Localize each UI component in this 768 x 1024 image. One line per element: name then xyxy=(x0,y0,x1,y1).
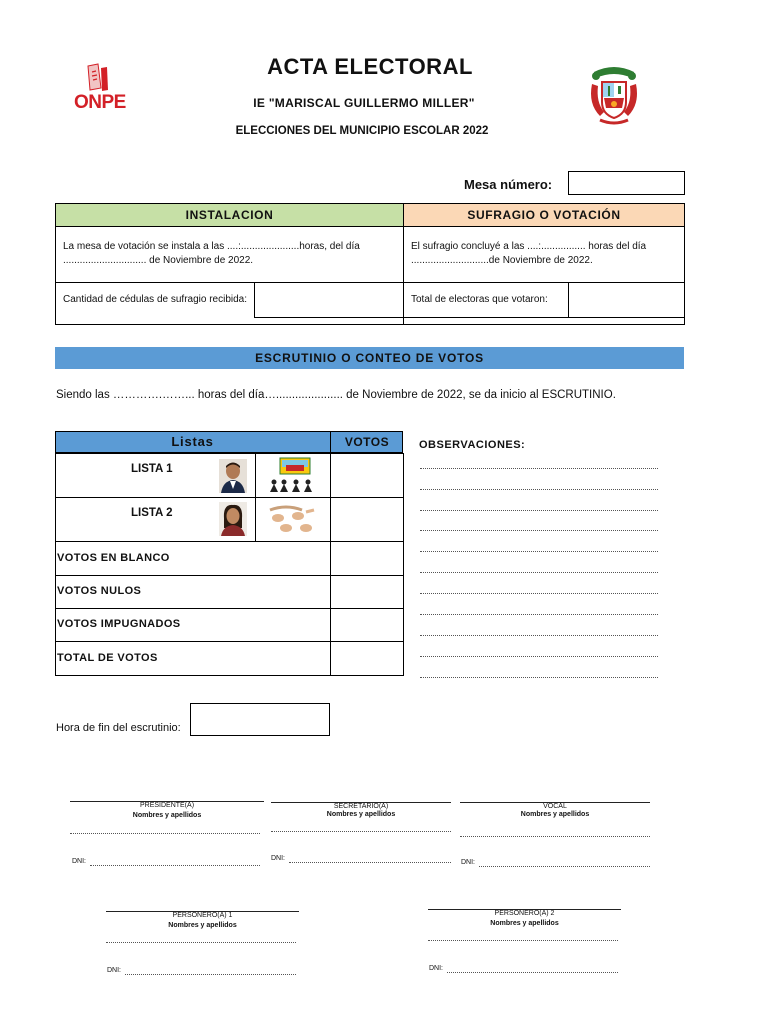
observation-line[interactable] xyxy=(420,551,658,552)
personero-2-dni-label: DNI: xyxy=(429,965,443,972)
personero-1-label: PERSONERO(A) 1 xyxy=(172,912,233,919)
election-subtitle: ELECCIONES DEL MUNICIPIO ESCOLAR 2022 xyxy=(235,125,489,137)
hora-fin-field[interactable] xyxy=(190,703,330,736)
escrutinio-sentence: Siendo las ………….……... horas del día…..................... de Noviembre de 2022, se da inicio al ESCRUTINIO. xyxy=(56,389,616,401)
lista-2-symbol-icon xyxy=(266,502,322,538)
vocal-dni-label: DNI: xyxy=(461,859,475,866)
listas-header: Listas xyxy=(171,434,214,449)
nulos-votes-field[interactable] xyxy=(331,576,403,608)
candidate-2-photo-icon xyxy=(219,502,247,536)
observation-line[interactable] xyxy=(420,656,658,657)
school-name: IE "MARISCAL GUILLERMO MILLER" xyxy=(253,96,475,110)
votos-blanco-label: VOTOS EN BLANCO xyxy=(57,552,170,564)
secretario-nombres-label: Nombres y apellidos xyxy=(326,811,396,818)
votaron-label: Total de electoras que votaron: xyxy=(411,294,548,305)
sufragio-title: SUFRAGIO O VOTACIÓN xyxy=(467,208,621,222)
onpe-logo-text: ONPE xyxy=(74,92,126,113)
instalacion-title: INSTALACION xyxy=(185,208,274,222)
presidente-nombres-label: Nombres y apellidos xyxy=(132,812,202,819)
lista-2-label: LISTA 2 xyxy=(131,507,173,519)
cedulas-label: Cantidad de cédulas de sufragio recibida: xyxy=(63,294,248,305)
symbol-column-divider xyxy=(255,453,256,542)
personero-1-dni-label: DNI: xyxy=(107,967,121,974)
lista-1-symbol-icon xyxy=(266,456,322,496)
observation-line[interactable] xyxy=(420,489,658,490)
votaron-field[interactable] xyxy=(568,282,685,318)
personero-2-nombres-label: Nombres y apellidos xyxy=(490,920,559,927)
observation-line[interactable] xyxy=(420,593,658,594)
observation-line[interactable] xyxy=(420,530,658,531)
vocal-dni-line[interactable] xyxy=(479,866,650,867)
lista-1-votes-field[interactable] xyxy=(331,454,403,497)
presidente-dni-line[interactable] xyxy=(90,865,260,866)
personero-1-name-line[interactable] xyxy=(106,942,296,943)
personero-2-name-line[interactable] xyxy=(428,940,618,941)
lista-2-votes-field[interactable] xyxy=(331,498,403,541)
presidente-name-line[interactable] xyxy=(70,833,260,834)
hora-fin-label: Hora de fin del escrutinio: xyxy=(56,722,181,734)
mesa-number-field[interactable] xyxy=(568,171,685,195)
cedulas-field[interactable] xyxy=(254,282,404,318)
blanco-votes-field[interactable] xyxy=(331,542,403,575)
total-votes-field[interactable] xyxy=(331,642,403,675)
votos-nulos-label: VOTOS NULOS xyxy=(57,585,142,597)
presidente-label: PRESIDENTE(A) xyxy=(139,802,195,809)
secretario-label: SECRETARIO(A) xyxy=(333,803,389,810)
personero-1-nombres-label: Nombres y apellidos xyxy=(168,922,237,929)
observation-line[interactable] xyxy=(420,468,658,469)
sufragio-text: El sufragio concluyé a las ....:................ horas del día ............................de Noviembre de 2022. xyxy=(411,241,647,266)
secretario-dni-line[interactable] xyxy=(289,862,451,863)
impugnados-votes-field[interactable] xyxy=(331,609,403,641)
mesa-label: Mesa número: xyxy=(464,177,553,192)
votos-impugnados-label: VOTOS IMPUGNADOS xyxy=(57,618,181,630)
lista-1-label: LISTA 1 xyxy=(131,463,173,475)
escrutinio-title: ESCRUTINIO O CONTEO DE VOTOS xyxy=(255,351,484,365)
vocal-name-line[interactable] xyxy=(460,836,650,837)
observation-line[interactable] xyxy=(420,635,658,636)
vocal-nombres-label: Nombres y apellidos xyxy=(520,811,590,818)
presidente-dni-label: DNI: xyxy=(72,858,86,865)
secretario-name-line[interactable] xyxy=(271,831,451,832)
personero-1-dni-line[interactable] xyxy=(125,974,296,975)
personero-2-dni-line[interactable] xyxy=(447,972,618,973)
instalacion-text: La mesa de votación se instala a las ....:.....................horas, del día .............................. de Noviembre de 2022. xyxy=(63,241,360,266)
observation-line[interactable] xyxy=(420,677,658,678)
secretario-dni-label: DNI: xyxy=(271,855,285,862)
vocal-label: VOCAL xyxy=(543,803,567,810)
observation-line[interactable] xyxy=(420,510,658,511)
candidate-1-photo-icon xyxy=(219,459,247,493)
observation-line[interactable] xyxy=(420,614,658,615)
total-votos-label: TOTAL DE VOTOS xyxy=(57,652,158,664)
observation-line[interactable] xyxy=(420,572,658,573)
observaciones-label: OBSERVACIONES: xyxy=(419,439,526,451)
page-title: ACTA ELECTORAL xyxy=(267,54,473,79)
votos-header: VOTOS xyxy=(344,435,390,449)
personero-2-label: PERSONERO(A) 2 xyxy=(494,910,555,917)
